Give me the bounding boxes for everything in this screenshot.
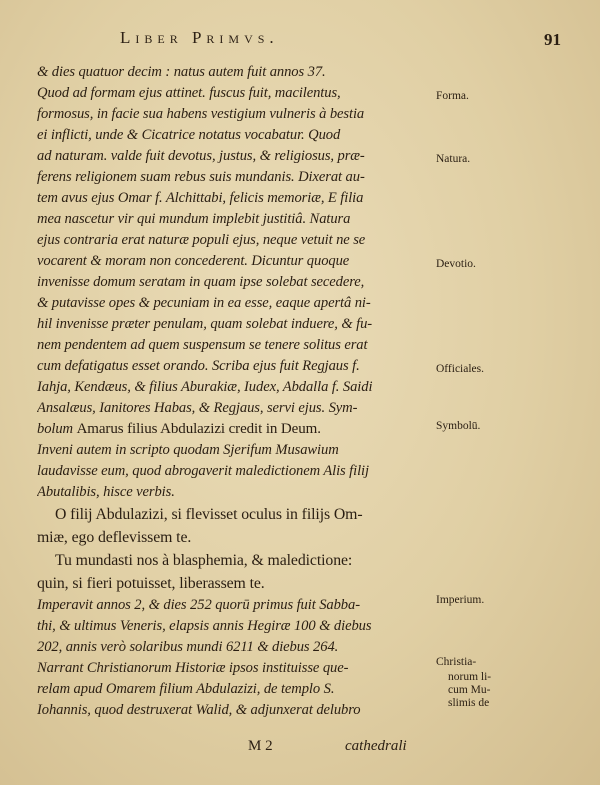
text-line: Iahja, Kendæus, & filius Aburakiæ, Iudex, Abdalla f. Saidi <box>37 379 373 395</box>
text-line: 202, annis verò solaribus mundi 6211 & diebus 264. <box>37 639 339 655</box>
text-line: vocarent & moram non concederent. Dicuntur quoque <box>37 253 350 269</box>
text-line: Abutalibis, hisce verbis. <box>37 484 175 500</box>
margin-note-christianorum: slimis de <box>448 697 490 709</box>
text-line: tem avus ejus Omar f. Alchittabi, felicis memoriæ, E filia <box>37 190 364 206</box>
page-number: 91 <box>544 30 561 49</box>
text-line: Ansalæus, Ianitores Habas, & Regjaus, servi ejus. Sym- <box>37 400 358 416</box>
margin-note-christianorum: norum li- <box>448 671 492 683</box>
main-text-block <box>37 62 432 721</box>
text-line: cum defatigatus esset orando. Scriba ejus fuit Regjaus f. <box>37 358 360 374</box>
text-line: mea nascetur vir qui mundum implebit justitiâ. Natura <box>37 211 351 227</box>
text-line: Narrant Christianorum Historiæ ipsos instituisse que- <box>37 660 349 676</box>
margin-note-christianorum: Christia- <box>436 656 477 668</box>
text-line: ei inflicti, unde & Cicatrice notatus vocabatur. Quod <box>37 127 341 143</box>
text-line: Inveni autem in scripto quodam Sjerifum Musawium <box>37 442 339 458</box>
text-line: Imperavit annos 2, & dies 252 quorū primus fuit Sabba- <box>37 597 360 613</box>
verse-line: O filij Abdulazizi, si flevisset oculus in filijs Om- <box>55 506 363 523</box>
margin-note-devotio: Devotio. <box>436 258 476 270</box>
margin-note-forma: Forma. <box>436 90 469 102</box>
running-title: Liber Primvs. <box>120 28 279 47</box>
margin-note-imperium: Imperium. <box>436 594 485 606</box>
catchword: cathedrali <box>345 738 407 754</box>
mixed-roman: Amarus filius Abdulazizi credit in Deum. <box>76 421 321 437</box>
verse-line: Tu mundasti nos à blasphemia, & maledictione: <box>55 552 353 569</box>
margin-note-officiales: Officiales. <box>436 363 485 375</box>
text-line: laudavisse eum, quod abrogaverit maledictionem Alis filij <box>37 463 369 479</box>
text-line: hil invenisse præter penulam, quam solebat induere, & fu- <box>37 316 373 332</box>
text-line: Quod ad formam ejus attinet. fuscus fuit, macilentus, <box>37 85 341 101</box>
verse-line: quin, si fieri potuisset, liberassem te. <box>37 575 265 592</box>
text-line: & dies quatuor decim : natus autem fuit annos 37. <box>37 64 326 80</box>
text-line: relam apud Omarem filium Abdulazizi, de templo S. <box>37 681 335 697</box>
signature-mark: M 2 <box>248 738 273 754</box>
text-line: & putavisse opes & pecuniam in ea esse, eaque apertâ ni- <box>37 295 371 311</box>
text-line: ferens religionem suam rebus suis mundanis. Dixerat au- <box>37 169 365 185</box>
margin-note-symbolum: Symbolū. <box>436 420 481 432</box>
margin-note-natura: Natura. <box>436 153 471 165</box>
text-line-mixed <box>37 419 432 440</box>
text-line: ejus contraria erat naturæ populi ejus, neque vetuit ne se <box>37 232 366 248</box>
text-line: Iohannis, quod destruxerat Walid, & adjunxerat delubro <box>37 702 361 718</box>
text-line: invenisse domum seratam in quam ipse solebat secedere, <box>37 274 365 290</box>
margin-note-christianorum: cum Mu- <box>448 684 491 696</box>
text-line: nem pendentem ad quem suspensum se tenere solitus erat <box>37 337 368 353</box>
verse-line: miæ, ego deflevissem te. <box>37 529 192 546</box>
text-line: thi, & ultimus Veneris, elapsis annis Hegiræ 100 & diebus <box>37 618 372 634</box>
mixed-italic: bolum <box>37 421 73 437</box>
text-line: formosus, in facie sua habens vestigium vulneris à bestia <box>37 106 365 122</box>
text-line: ad naturam. valde fuit devotus, justus, & religiosus, præ- <box>37 148 365 164</box>
